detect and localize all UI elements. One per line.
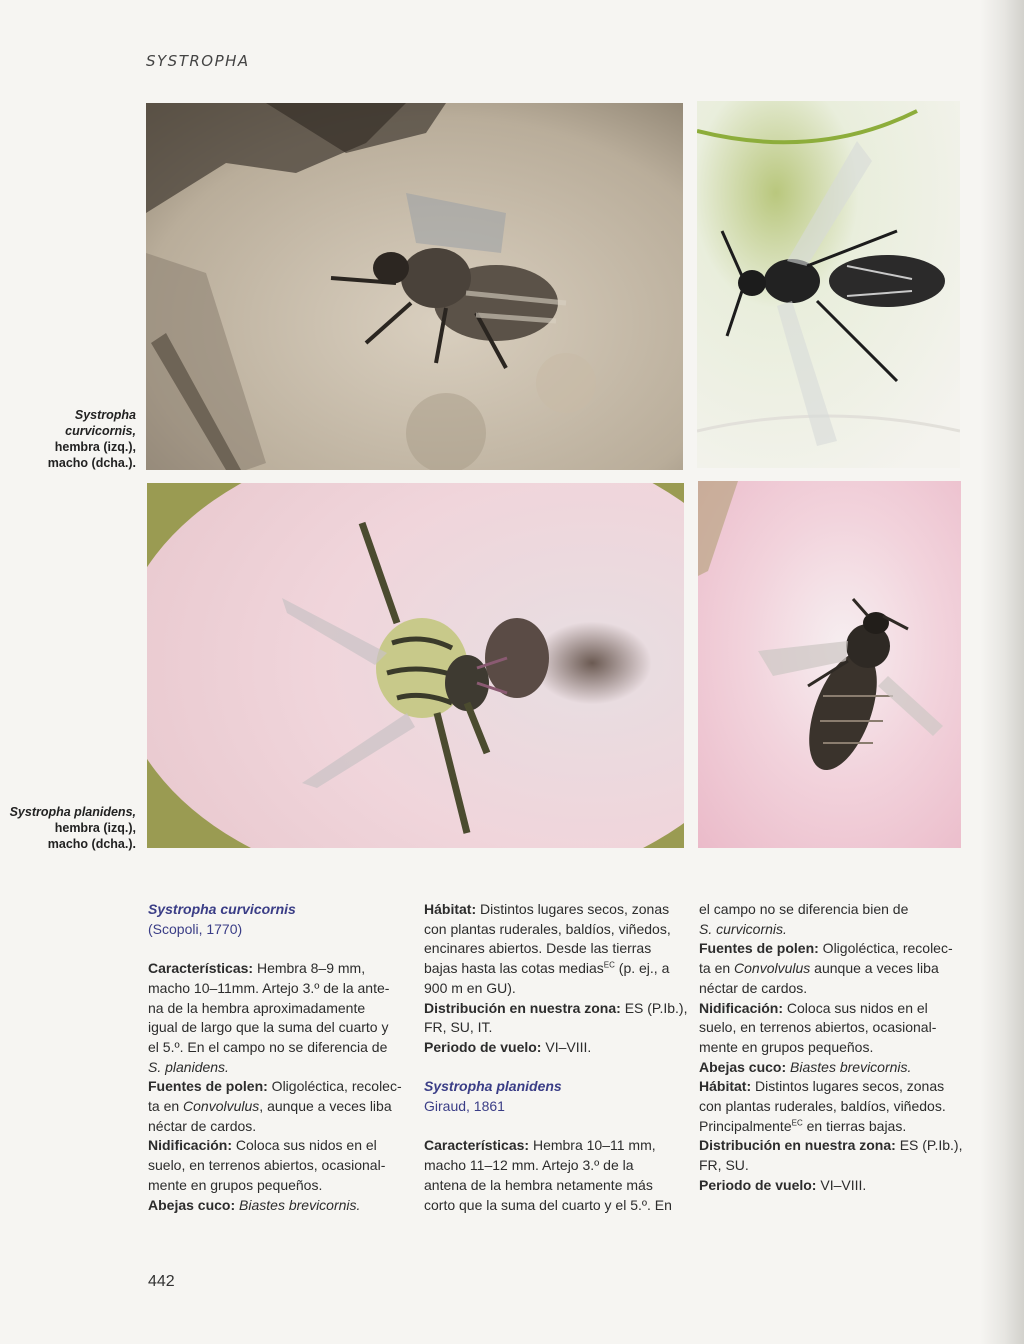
text-line: Distintos lugares secos, zonas (476, 901, 670, 917)
label-cuco: Abejas cuco: (148, 1196, 236, 1213)
text-line: Distintos lugares secos, zonas (751, 1078, 945, 1095)
photo-curvicornis-female (146, 103, 683, 470)
text-line: ES (P.Ib.), (620, 999, 688, 1016)
caption-line: hembra (izq.), (54, 821, 136, 835)
label-nidificacion: Nidificación: (148, 1137, 233, 1154)
text-line: suelo, en terrenos abiertos, ocasional- (699, 1019, 937, 1036)
running-head: SYSTROPHA (146, 52, 250, 70)
text-fragment: bajas hasta las cotas medias (424, 960, 604, 977)
text-line: el campo no se diferencia bien de (699, 901, 909, 917)
caption-line: macho (dcha.). (47, 456, 136, 470)
text-line: néctar de cardos. (699, 979, 808, 996)
text-line: Hembra 10–11 mm, (529, 1137, 656, 1154)
text-column-3 (699, 900, 963, 1196)
text-line: suelo, en terrenos abiertos, ocasional- (148, 1157, 386, 1174)
text-line: ES (P.Ib.), (895, 1137, 963, 1154)
text-line: Biastes brevicornis. (235, 1196, 361, 1213)
text-line: Biastes brevicornis. (786, 1058, 912, 1075)
label-polen: Fuentes de polen: (148, 1078, 268, 1095)
text-line: macho 11–12 mm. Artejo 3.º de la (424, 1157, 634, 1174)
text-line: na de la hembra aproximadamente (148, 999, 366, 1016)
page-number: 442 (148, 1273, 175, 1290)
caption-line: macho (dcha.). (47, 837, 136, 851)
species-author: (Scopoli, 1770) (148, 920, 243, 937)
text-line: corto que la suma del cuarto y el 5.º. En (424, 1196, 672, 1213)
label-distribucion: Distribución en nuestra zona: (424, 999, 621, 1016)
label-cuco: Abejas cuco: (699, 1058, 787, 1075)
text-line: FR, SU, IT. (424, 1019, 493, 1036)
caption-species: Systropha planidens, (9, 805, 136, 819)
text-line: Oligoléctica, recolec- (818, 940, 953, 957)
text-line: el 5.º. En el campo no se diferencia de (148, 1038, 388, 1055)
text-fragment: ta en (699, 960, 735, 977)
text-line: FR, SU. (699, 1157, 749, 1174)
text-fragment: (p. ej., a (614, 960, 670, 977)
text-fragment: Convolvulus (734, 960, 811, 977)
label-vuelo: Periodo de vuelo: (699, 1176, 817, 1193)
text-line: Coloca sus nidos en el (783, 999, 928, 1016)
text-line: con plantas ruderales, baldíos, viñedos, (424, 920, 671, 937)
label-polen: Fuentes de polen: (699, 940, 819, 957)
text-line: mente en grupos pequeños. (148, 1176, 323, 1193)
text-line: Oligoléctica, recolec- (267, 1078, 402, 1095)
text-column-1 (148, 900, 410, 1215)
label-habitat: Hábitat: (699, 1078, 752, 1095)
label-nidificacion: Nidificación: (699, 999, 784, 1016)
text-line: macho 10–11mm. Artejo 3.º de la ante- (148, 979, 390, 996)
caption-planidens (2, 804, 136, 852)
label-caracteristicas: Características: (424, 1137, 530, 1154)
text-line: mente en grupos pequeños. (699, 1038, 874, 1055)
page-edge-shadow (980, 0, 1024, 1344)
text-fragment: aunque a veces liba (810, 960, 939, 977)
text-fragment: ta en (148, 1098, 184, 1115)
text-column-2 (424, 900, 688, 1215)
photo-planidens-male (698, 481, 961, 848)
text-line: Coloca sus nidos en el (232, 1137, 377, 1154)
text-fragment: en tierras bajas. (802, 1117, 907, 1134)
text-line: néctar de cardos. (148, 1117, 257, 1134)
text-line: S. planidens. (148, 1058, 229, 1075)
species-title: Systropha curvicornis (148, 901, 296, 917)
caption-species: Systropha (74, 408, 136, 422)
text-fragment: Convolvulus (183, 1098, 260, 1115)
caption-line: hembra (izq.), (54, 440, 136, 454)
species-title: Systropha planidens (424, 1078, 562, 1095)
label-distribucion: Distribución en nuestra zona: (699, 1137, 896, 1154)
caption-line: curvicornis, (65, 424, 136, 438)
superscript: EC (791, 1118, 803, 1128)
label-caracteristicas: Características: (148, 960, 254, 977)
species-author: Giraud, 1861 (424, 1098, 505, 1115)
text-line: antena de la hembra netamente más (424, 1176, 653, 1193)
text-fragment: Principalmente (699, 1117, 792, 1134)
label-vuelo: Periodo de vuelo: (424, 1038, 542, 1055)
text-line: encinares abiertos. Desde las tierras (424, 940, 652, 957)
superscript: EC (603, 960, 615, 970)
text-line: 900 m en GU). (424, 979, 516, 996)
caption-curvicornis (2, 407, 136, 471)
text-line: con plantas ruderales, baldíos, viñedos. (699, 1098, 946, 1115)
text-line: igual de largo que la suma del cuarto y (148, 1019, 389, 1036)
text-line: VI–VIII. (816, 1176, 867, 1193)
text-line: Hembra 8–9 mm, (253, 960, 366, 977)
photo-planidens-female (147, 483, 684, 848)
text-fragment: , aunque a veces liba (259, 1098, 392, 1115)
photo-curvicornis-male (697, 101, 960, 468)
label-habitat: Hábitat: (424, 901, 477, 917)
text-line: VI–VIII. (541, 1038, 592, 1055)
text-line: S. curvicornis. (699, 920, 787, 937)
